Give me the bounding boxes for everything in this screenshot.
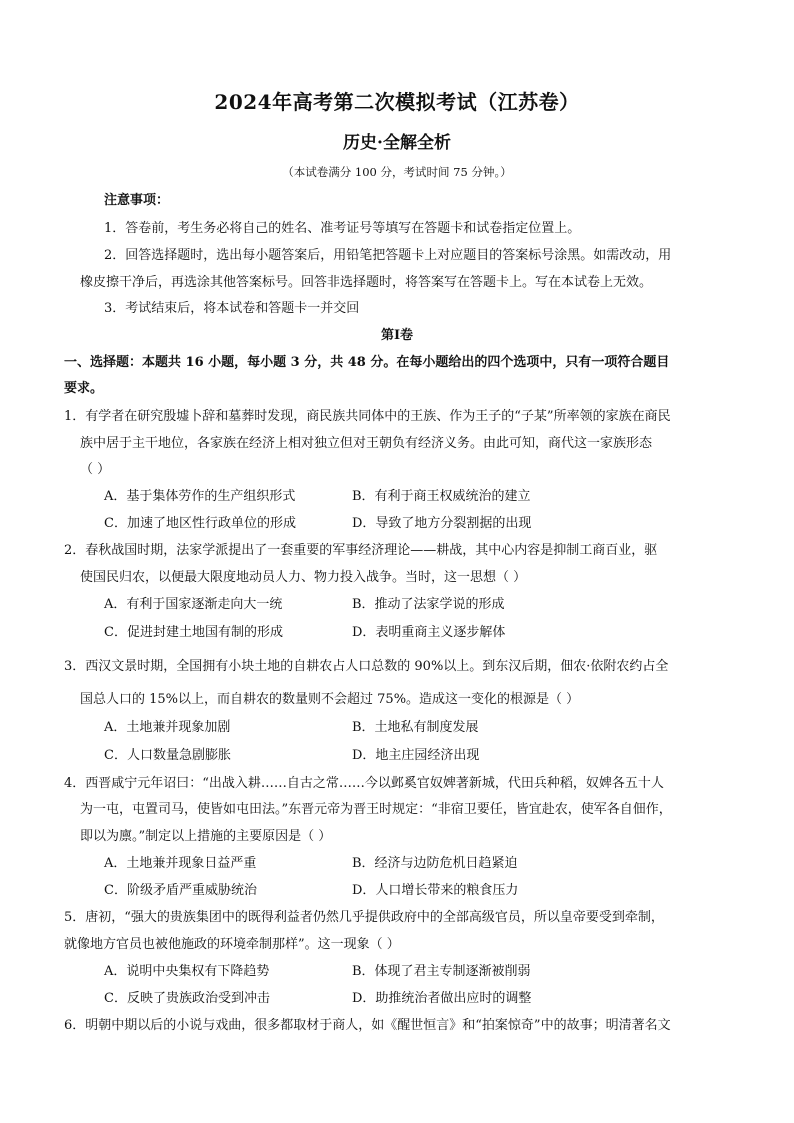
section-title: 第Ⅰ卷 — [380, 328, 414, 343]
question-5-line: 5．唐初，“强大的贵族集团中的既得利益者仍然几乎提供政府中的全部高级官员，所以皇帝要受到牵制， — [64, 910, 664, 925]
question-3-option-b: B．土地私有制度发展 — [352, 720, 479, 735]
question-5-option-d: D．助推统治者做出应时的调整 — [352, 991, 532, 1006]
notice-heading: 注意事项： — [104, 193, 170, 208]
question-4-option-c: C．阶级矛盾严重威胁统治 — [104, 883, 257, 898]
question-3-option-c: C．人口数量急剧膨胀 — [104, 748, 231, 763]
question-3-line: 3．西汉文景时期，全国拥有小块土地的自耕农占人口总数的 90%以上。到东汉后期，佃农·依附农约占全 — [64, 659, 669, 674]
question-1-option-a: A．基于集体劳作的生产组织形式 — [104, 489, 296, 504]
question-5-line: 就像地方官员也被他施政的环境牵制那样”。这一现象（ ） — [64, 937, 400, 952]
question-1-line: 族中居于主干地位，各家族在经济上相对独立但对王朝负有经济义务。由此可知，商代这一家族形态 — [80, 436, 653, 451]
notice-item: 橡皮擦干净后，再选涂其他答案标号。回答非选择题时，将答案写在答题卡上。写在本试卷上无效。 — [80, 275, 653, 290]
question-3-option-a: A．土地兼并现象加剧 — [104, 720, 231, 735]
question-4-line: 4．西晋咸宁元年诏曰：“出战入耕……自古之常……今以邺奚官奴婢著新城，代田兵种稻，奴婢各五十人 — [64, 776, 664, 791]
section-instructions: 要求。 — [64, 381, 104, 396]
question-4-option-d: D．人口增长带来的粮食压力 — [352, 883, 519, 898]
question-1-option-b: B．有利于商王权威统治的建立 — [352, 489, 531, 504]
question-1-line: （ ） — [80, 462, 111, 477]
question-2-option-c: C．促进封建土地国有制的形成 — [104, 625, 283, 640]
question-5-option-b: B．体现了君主专制逐渐被削弱 — [352, 964, 531, 979]
question-6-line: 6．明朝中期以后的小说与戏曲，很多都取材于商人，如《醒世恒言》和“拍案惊奇”中的故事；明清著名文 — [64, 1018, 671, 1033]
question-5-option-a: A．说明中央集权有下降趋势 — [104, 964, 270, 979]
question-1-option-d: D．导致了地方分裂割据的出现 — [352, 516, 532, 531]
question-4-option-b: B．经济与边防危机日趋紧迫 — [352, 856, 518, 871]
section-instructions: 一、选择题：本题共 16 小题，每小题 3 分，共 48 分。在每小题给出的四个选项中，只有一项符合题目 — [64, 355, 670, 370]
question-4-line: 即以为廪。”制定以上措施的主要原因是（ ） — [80, 829, 332, 844]
question-1-option-c: C．加速了地区性行政单位的形成 — [104, 516, 296, 531]
question-3-option-d: D．地主庄园经济出现 — [352, 748, 480, 763]
notice-item: 2．回答选择题时，选出每小题答案后，用铅笔把答题卡上对应题目的答案标号涂黑。如需改动，用 — [104, 248, 672, 263]
question-4-line: 为一屯，屯置司马，使皆如屯田法。”东晋元帝为晋王时规定：“非宿卫要任，皆宜赴农，使军各自佃作， — [80, 802, 672, 817]
notice-item: 3．考试结束后，将本试卷和答题卡一并交回 — [104, 301, 360, 316]
question-2-line: 2．春秋战国时期，法家学派提出了一套重要的军事经济理论——耕战，其中心内容是抑制工商百业，驱 — [64, 543, 658, 558]
question-1-line: 1．有学者在研究殷墟卜辞和墓葬时发现，商民族共同体中的王族、作为王子的“子某”所率领的家族在商民 — [64, 409, 671, 424]
notice-item: 1．答卷前，考生务必将自己的姓名、准考证号等填写在答题卡和试卷指定位置上。 — [104, 221, 581, 236]
question-2-option-a: A．有利于国家逐渐走向大一统 — [104, 597, 283, 612]
exam-note: （本试卷满分 100 分，考试时间 75 分钟。） — [282, 165, 512, 179]
page-title: 2024年高考第二次模拟考试（江苏卷） — [214, 90, 580, 114]
question-2-line: 使国民归农，以便最大限度地动员人力、物力投入战争。当时，这一思想（ ） — [80, 570, 527, 585]
question-2-option-d: D．表明重商主义逐步解体 — [352, 625, 506, 640]
question-4-option-a: A．土地兼并现象日益严重 — [104, 856, 257, 871]
question-2-option-b: B．推动了法家学说的形成 — [352, 597, 505, 612]
page-subtitle: 历史·全解全析 — [343, 133, 451, 153]
question-5-option-c: C．反映了贵族政治受到冲击 — [104, 991, 270, 1006]
question-3-line: 国总人口的 15%以上，而自耕农的数量则不会超过 75%。造成这一变化的根源是（ ） — [80, 692, 580, 707]
